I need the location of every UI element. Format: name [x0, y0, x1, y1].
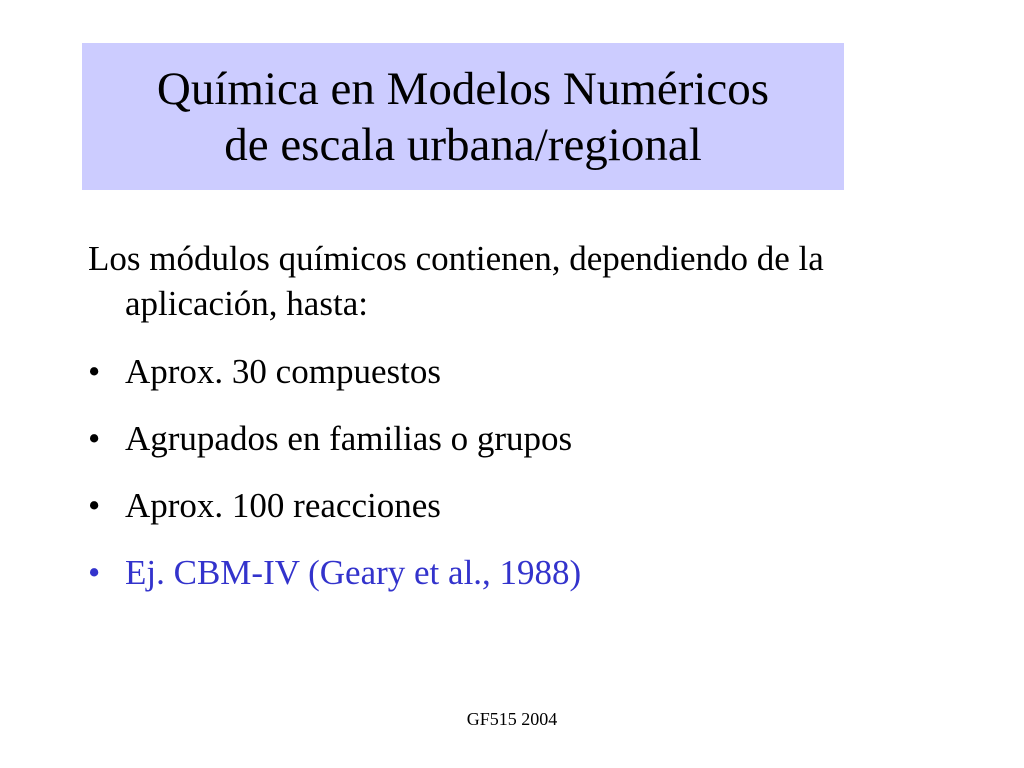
bullet-text: Agrupados en familias o grupos — [125, 419, 573, 458]
bullet-icon: • — [88, 352, 101, 391]
slide-body — [88, 236, 968, 617]
title-line-1: Química en Modelos Numéricos — [156, 62, 770, 115]
bullet-item-highlighted — [88, 550, 968, 595]
bullet-item — [88, 416, 968, 461]
bullet-item — [88, 483, 968, 528]
bullet-text: Aprox. 100 reacciones — [125, 486, 441, 525]
footer — [0, 709, 1024, 729]
bullet-text: Aprox. 30 compuestos — [125, 352, 441, 391]
bullet-icon: • — [88, 419, 101, 458]
intro-paragraph: Los módulos químicos contienen, dependiendo de la aplicación, hasta: — [88, 239, 824, 323]
footer-text: GF515 2004 — [466, 709, 558, 729]
bullet-item — [88, 349, 968, 394]
bullet-list — [88, 349, 968, 595]
bullet-text: Ej. CBM-IV (Geary et al., 1988) — [125, 553, 582, 592]
bullet-icon: • — [88, 553, 101, 592]
bullet-icon: • — [88, 486, 101, 525]
title-box — [82, 43, 844, 190]
title-line-2: de escala urbana/regional — [224, 118, 702, 171]
